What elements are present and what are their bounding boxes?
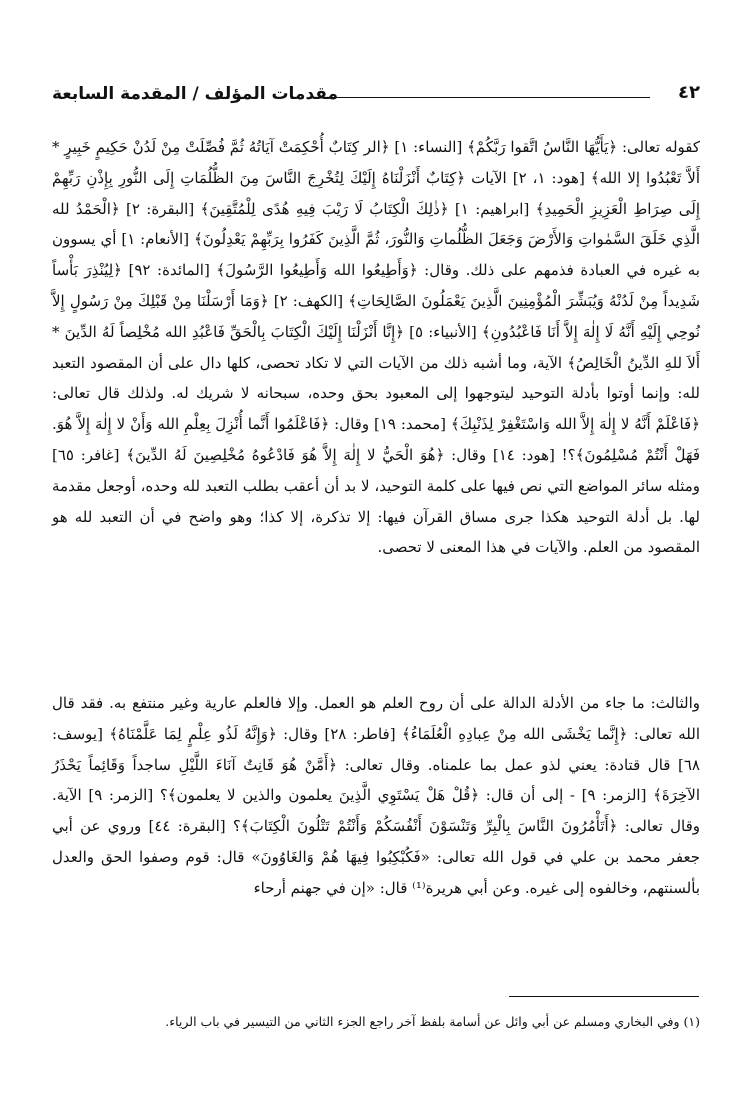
- running-title: مقدمات المؤلف / المقدمة السابعة: [52, 84, 339, 104]
- main-text: [52, 132, 700, 563]
- footnote-rule: [509, 996, 699, 997]
- paragraph-1: كقوله تعالى: ﴿يَأَيُّهَا النَّاسُ اتَّقوا رَبَّكُمْ﴾ [النساء: ١] ﴿الر كِتَابٌ أُحْكِمَتْ آيَاتُهُ ثُمَّ فُصِّلَتْ مِنْ لَدُنْ حَكِيمٍ خَبِيرٍ * أَلاَّ تَعْبُدُوا إلا الله﴾ [هود: ١، ٢] الآيات ﴿كِتَابٌ أَنْزَلْنَاهُ إِلَيْكَ لِتُخْرِجَ النَّاسَ مِنَ الظُّلُمَاتِ إِلَى النُّورِ بِإِذْنِ رَبِّهِمْ إِلَى صِرَاطِ الْعَزِيزِ الْحَمِيدِ﴾ [ابراهيم: ١] ﴿ذٰلِكَ الْكِتَابُ لَا رَيْبَ فِيهِ هُدًى لِلْمُتَّقِينَ﴾ [البقرة: ٢] ﴿الْحَمْدُ لله الَّذِي خَلَقَ السَّمٰواتِ وَالأَرْضَ وَجَعَلَ الظُّلُماتِ وَالنُّورَ، ثُمَّ الَّذِينَ كَفَرُوا بِرَبِّهِمْ يَعْدِلُونَ﴾ [الأنعام: ١] أي يسوون به غيره في العبادة فذمهم على ذلك. وقال: ﴿وَأَطِيعُوا الله وَأَطِيعُوا الرَّسُولَ﴾ [المائدة: ٩٢] ﴿لِيُنْذِرَ بَأْساً شَدِيداً مِنْ لَدُنْهُ وَيُبَشِّرَ الْمُؤْمِنِينَ الَّذِينَ يَعْمَلُونَ الصَّالِحَاتِ﴾ [الكهف: ٢] ﴿وَمَا أَرْسَلْنَا مِنْ قَبْلِكَ مِنْ رَسُولٍ إِلاَّ نُوحِي إِلَيْهِ أَنَّهُ لَا إِلٰهَ إِلاَّ أَنَا فَاعْبُدُونِ﴾ [الأنبياء: ٥] ﴿إِنَّا أَنْزَلْنَا إِلَيْكَ الْكِتَابَ بِالْحَقِّ فَاعْبُدِ الله مُخْلِصاً لَهُ الدِّينَ * أَلاَ للهِ الدِّينُ الْخَالِصُ﴾ الآية، وما أشبه ذلك من الآيات التي لا تكاد تحصى، كلها دال على أن المقصود التعبد لله: وإنما أوتوا بأدلة التوحيد ليتوجهوا إلى المعبود بحق وحده، سبحانه لا شريك له. ولذلك قال تعالى: ﴿فَاعْلَمْ أَنَّهُ لا إِلٰهَ إِلاَّ الله وَاسْتَغْفِرْ لِذَنْبِكَ﴾ [محمد: ١٩] وقال: ﴿فَاعْلَمُوا أَنَّما أُنْزِلَ بِعِلْمِ الله وَأَنْ لا إِلٰهَ إِلاَّ هُوَ. فَهَلْ أَنْتُمْ مُسْلِمُونَ﴾؟! [هود: ١٤] وقال: ﴿هُوَ الْحَيُّ لا إِلٰهَ إِلاَّ هُوَ فَادْعُوهُ مُخْلِصِينَ لَهُ الدِّينَ﴾ [غافر: ٦٥] ومثله سائر المواضع التي نص فيها على كلمة التوحيد، لا بد أن أعقب بطلب التعبد لله وحده، أوجعل مقدمة لها. بل أدلة التوحيد هكذا جرى مساق القرآن فيها: إلا تذكرة، إلا كذا؛ وهو واضح في أن التعبد لله هو المقصود من العلم. والآيات في هذا المعنى لا تحصى.: [52, 138, 701, 557]
- running-header: [52, 82, 700, 112]
- footnote: (١) وفي البخاري ومسلم عن أبي وائل عن أسامة بلفظ آخر راجع الجزء الثاني من التيسير في باب الرياء.: [165, 1014, 700, 1029]
- paragraph-2: والثالث: ما جاء من الأدلة الدالة على أن روح العلم هو العمل. وإلا فالعلم عارية وغير منتفع به. فقد قال الله تعالى: ﴿إِنَّما يَخْشَى الله مِنْ عِبادِهِ الْعُلَمَاءُ﴾ [فاطر: ٢٨] وقال: ﴿وَإِنَّهُ لَذُو عِلْمٍ لِمَا عَلَّمْنَاهُ﴾ [يوسف: ٦٨] قال قتادة: يعني لذو عمل بما علمناه. وقال تعالى: ﴿أَمَّنْ هُوَ قَانِتٌ آنَاءَ اللَّيْلِ ساجداً وَقَائِماً يَحْذَرُ الآخِرَةَ﴾ [الزمر: ٩] - إلى أن قال: ﴿قُلْ هَلْ يَسْتَوِي الَّذِينَ يعلمون والذين لا يعلمون﴾؟ [الزمر: ٩] الآية. وقال تعالى: ﴿أَتَأْمُرُونَ النَّاسَ بِالْبِرِّ وَتَنْسَوْنَ أَنْفُسَكُمْ وَأَنْتُمْ تَتْلُونَ الْكِتَابَ﴾؟ [البقرة: ٤٤] وروي عن أبي جعفر محمد بن علي في قول الله تعالى: «فَكُبْكِبُوا فِيهَا هُمْ وَالغَاوُونَ» قال: قوم وصفوا الحق والعدل بألسنتهم، وخالفوه إلى غيره. وعن أبي هريرة⁽¹⁾ قال: «إن في جهنم أرحاء: [52, 694, 700, 897]
- page-number: ٤٢: [678, 82, 700, 103]
- header-rule: [330, 97, 650, 98]
